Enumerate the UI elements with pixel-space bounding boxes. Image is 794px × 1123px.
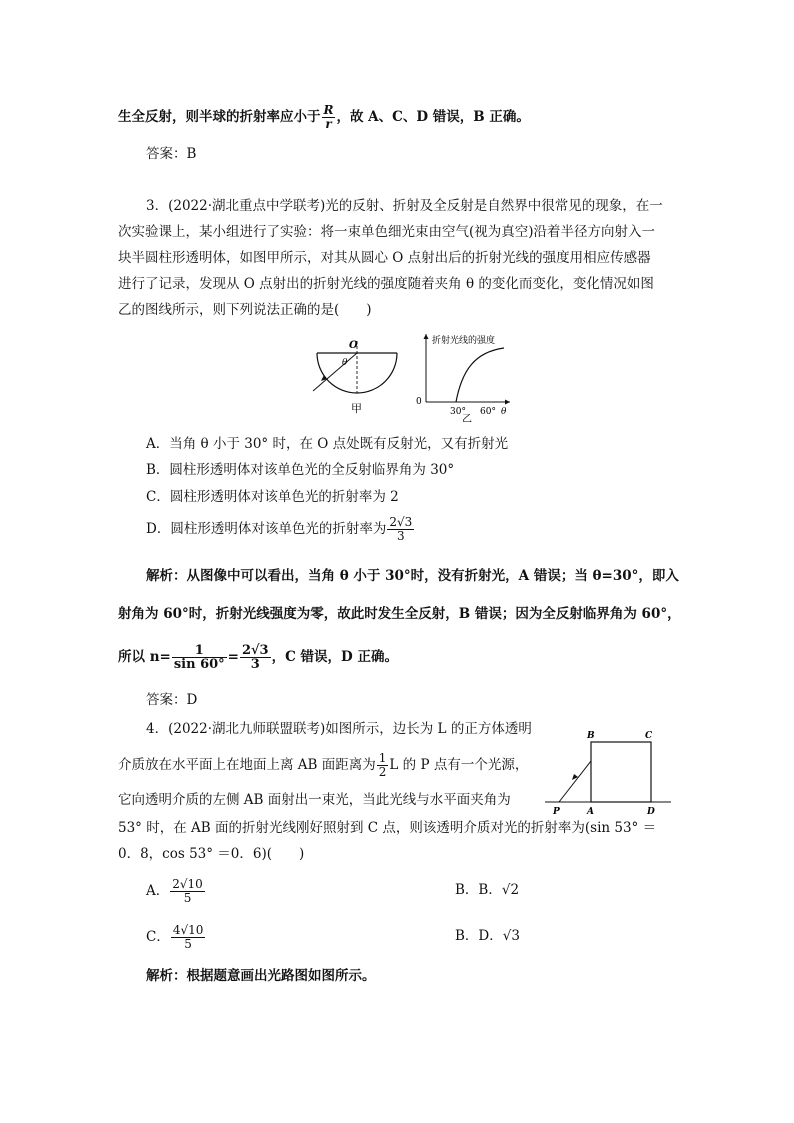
ratio-fraction — [322, 104, 336, 131]
continuation-line — [118, 104, 530, 131]
fraction-denominator: 2 — [378, 765, 387, 779]
q3-analysis-1: 解析：从图像中可以看出，当角 θ 小于 30°时，没有折射光，A 错误；当 θ=30°，即入 — [146, 568, 679, 584]
fraction-numerator: 2√10 — [172, 877, 203, 891]
q4-analysis: 解析：根据题意画出光路图如图所示。 — [146, 968, 376, 984]
q3-analysis-3 — [118, 644, 398, 671]
q4-option-a — [146, 878, 206, 905]
q3-analysis-2: 射角为 60°时，折射光线强度为零，故此时发生全反射，B 错误；因为全反射临界角为 60°， — [118, 606, 681, 622]
option-d-fraction — [387, 516, 414, 543]
q3-line-4: 进行了记录，发现从 O 点射出的折射光线的强度随着夹角 θ 的变化而变化，变化情况如图 — [118, 276, 654, 292]
y-axis-arrow — [424, 334, 429, 339]
origin-label: 0 — [416, 397, 422, 407]
q4-line-3: 它向透明介质的左侧 AB 面射出一束光，当此光线与水平面夹角为 — [118, 792, 511, 808]
q4-line-1: 4．(2022·湖北九师联盟联考)如图所示，边长为 L 的正方体透明 — [146, 721, 532, 737]
figure-cube — [545, 728, 675, 820]
q4-option-c — [146, 924, 206, 951]
q4-line-2-text: 介质放在水平面上在地面上离 AB 面距离为 — [118, 757, 376, 773]
figure-yi — [410, 330, 520, 422]
cube-square — [591, 742, 651, 802]
q4-option-d: B．D．√3 — [455, 928, 520, 944]
q3-line-5: 乙的图线所示，则下列说法正确的是( ) — [118, 302, 372, 318]
fraction-denominator: r — [325, 117, 332, 131]
label-D: D — [647, 807, 655, 817]
fraction-denominator: 3 — [250, 657, 260, 672]
label-theta: θ — [342, 358, 348, 368]
label-O: O — [349, 340, 358, 351]
fraction-numerator: 1 — [378, 751, 387, 765]
q3-option-a: A．当角 θ 小于 30° 时，在 O 点处既有反射光，又有折射光 — [146, 436, 509, 452]
option-a-prefix: A． — [146, 883, 170, 899]
equals-sign: = — [227, 649, 239, 665]
label-A: A — [587, 807, 594, 817]
continuation-text: 生全反射，则半球的折射率应小于 — [118, 109, 321, 125]
fraction-denominator: 5 — [183, 891, 192, 905]
y-axis-label: 折射光线的强度 — [432, 336, 496, 346]
caption-jia: 甲 — [351, 402, 362, 415]
label-P: P — [553, 807, 560, 817]
q3-line-1: 3．(2022·湖北重点中学联考)光的反射、折射及全反射是自然界中很常见的现象，在一 — [146, 198, 663, 214]
tick-30: 30° — [450, 407, 466, 417]
answer-q2: 答案：B — [146, 146, 197, 162]
answer-q3: 答案：D — [146, 692, 198, 708]
fraction-denominator: 5 — [184, 937, 192, 951]
continuation-text-end: ，故 A、C、D 错误，B 正确。 — [336, 109, 530, 125]
q3-option-c: C．圆柱形透明体对该单色光的折射率为 2 — [146, 489, 399, 505]
x-axis-label: θ — [501, 407, 507, 417]
q3-option-d — [146, 516, 415, 543]
q3-option-b: B．圆柱形透明体对该单色光的全反射临界角为 30° — [146, 462, 455, 478]
figure-jia — [305, 335, 405, 415]
q4-line-2-text-end: L 的 P 点有一个光源， — [389, 757, 529, 773]
q3-line-3: 块半圆柱形透明体，如图甲所示，对其从圆心 O 点射出后的折射光线的强度用相应传感器 — [118, 250, 651, 266]
fraction-numerator: 4√10 — [172, 923, 204, 937]
q4-line-4: 53° 时，在 AB 面的折射光线刚好照射到 C 点，则该透明介质对光的折射率为(sin 53° ＝ — [118, 820, 657, 836]
option-a-fraction — [170, 878, 205, 905]
intensity-curve — [456, 348, 504, 402]
fraction-result — [240, 644, 271, 671]
fraction-numerator: 2√3 — [389, 515, 413, 529]
q4-line-5: 0．8，cos 53° ＝0．6)( ) — [118, 846, 305, 862]
option-c-fraction — [171, 924, 206, 951]
fraction-numerator: 1 — [172, 644, 227, 658]
label-C: C — [645, 731, 653, 741]
tick-60: 60° — [480, 407, 496, 417]
analysis-text: 所以 n= — [118, 649, 171, 665]
option-d-text: D．圆柱形透明体对该单色光的折射率为 — [146, 521, 387, 537]
q4-option-b: B．B．√2 — [455, 882, 520, 898]
caption-yi: 乙 — [462, 414, 472, 422]
label-B: B — [587, 731, 595, 741]
q3-line-2: 次实验课上，某小组进行了实验：将一束单色细光束由空气(视为真空)沿着半径方向射入一 — [118, 224, 656, 240]
incident-ray — [313, 353, 357, 391]
option-c-prefix: C． — [146, 929, 170, 945]
x-axis-arrow — [505, 400, 510, 405]
fraction-numerator: 2√3 — [241, 643, 269, 658]
analysis-text-end: ，C 错误，D 正确。 — [271, 649, 398, 665]
q4-line-2 — [118, 752, 528, 779]
fraction-numerator: R — [323, 103, 334, 117]
fraction-denominator: sin 60° — [173, 657, 225, 672]
half-fraction — [377, 752, 389, 779]
fraction-sin60 — [172, 644, 227, 671]
fraction-denominator: 3 — [396, 529, 405, 543]
light-ray — [559, 761, 591, 802]
